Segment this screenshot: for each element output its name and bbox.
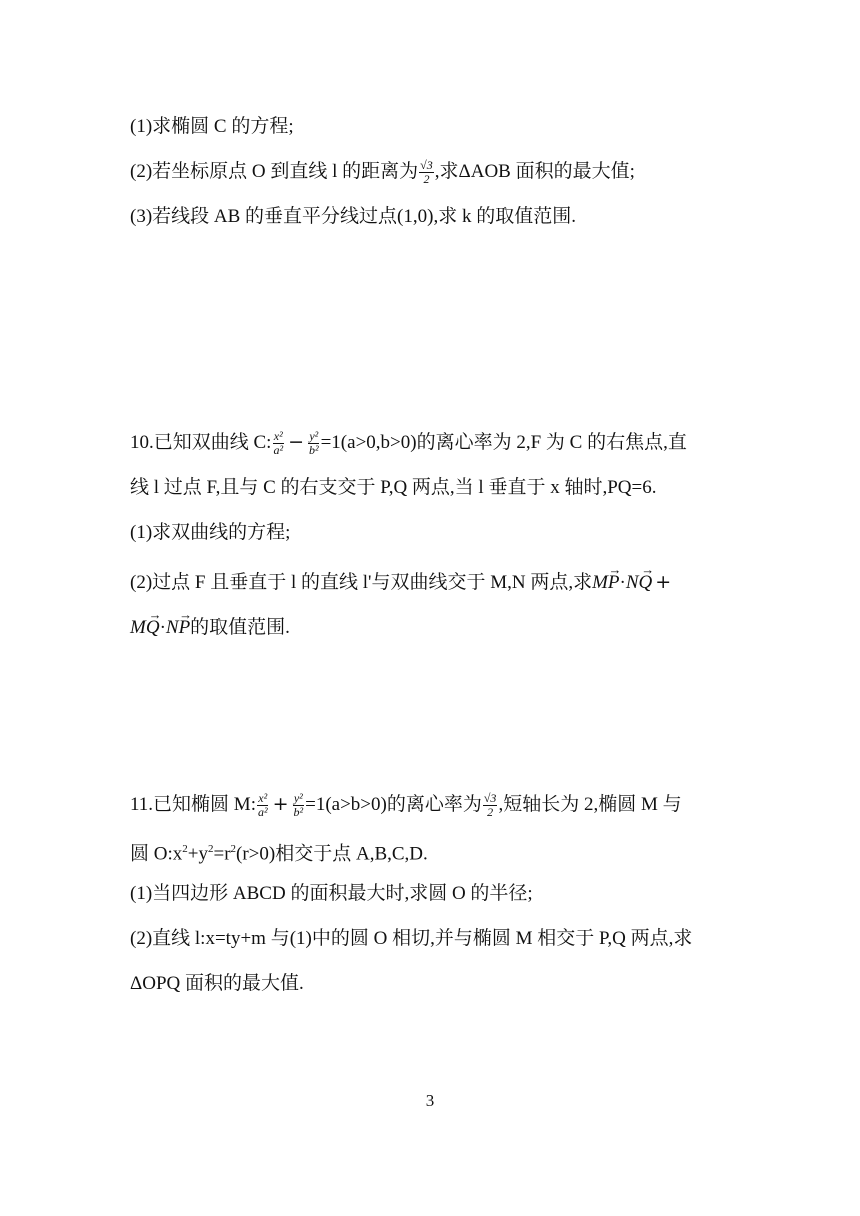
fraction-numerator: y² <box>309 429 319 444</box>
q10-part2-line2 <box>130 610 290 642</box>
fraction-denominator: 2 <box>487 805 494 820</box>
q10-part2-tail: 的取值范围. <box>190 617 290 638</box>
fraction-denominator: b² <box>308 443 319 458</box>
q9-part2-text-a: (2)若坐标原点 O 到直线 l 的距离为 <box>130 161 419 182</box>
q11-circle-text-d: (r>0)相交于点 A,B,C,D. <box>236 843 428 865</box>
plus-sign: + <box>272 793 289 815</box>
q10-part1: (1)求双曲线的方程; <box>130 522 291 543</box>
q10-stem-text-a: 10.已知双曲线 C: <box>130 432 272 453</box>
q11-circle-text-a: 圆 O:x <box>130 843 183 865</box>
q10-part2-text: (2)过点 F 且垂直于 l 的直线 l'与双曲线交于 M,N 两点,求 <box>130 572 593 593</box>
sqrt3-over-2-fraction <box>419 159 434 186</box>
dot-operator: · <box>619 572 626 593</box>
q9-part2 <box>130 158 635 186</box>
exponent: 2 <box>207 843 214 855</box>
fraction-denominator: 2 <box>423 172 430 187</box>
page-number: 3 <box>425 1091 435 1110</box>
fraction-denominator: a² <box>273 443 284 458</box>
q9-part1: (1)求椭圆 C 的方程; <box>130 116 294 137</box>
fraction-numerator: x² <box>273 429 283 444</box>
exponent: 2 <box>230 843 237 855</box>
fraction-numerator: y² <box>293 791 303 806</box>
q11-part2-line2: ΔOPQ 面积的最大值. <box>130 973 304 994</box>
vector-mp: → MP <box>592 565 619 597</box>
q10-stem-line2: 线 l 过点 F,且与 C 的右支交于 P,Q 两点,当 l 垂直于 x 轴时,PQ=6. <box>130 477 657 498</box>
y2-over-b2-fraction <box>293 792 305 819</box>
x2-over-a2-fraction <box>257 792 269 819</box>
q11-circle-text-b: +y <box>187 843 208 865</box>
fraction-numerator: √3 <box>483 791 497 806</box>
exponent: 2 <box>182 843 188 855</box>
dot-operator: · <box>159 617 166 638</box>
q11-stem-line2 <box>130 835 428 868</box>
fraction-denominator: a² <box>257 805 268 820</box>
plus-sign: + <box>655 571 672 593</box>
q11-stem-text-a: 11.已知椭圆 M: <box>130 794 256 815</box>
sqrt3-over-2-fraction <box>483 792 498 819</box>
fraction-denominator: b² <box>293 805 304 820</box>
q9-part2-text-b: ,求ΔAOB 面积的最大值; <box>434 161 635 182</box>
vector-nq: → NQ <box>626 565 652 597</box>
x2-over-a2-fraction <box>272 430 284 457</box>
q11-part1: (1)当四边形 ABCD 的面积最大时,求圆 O 的半径; <box>130 883 533 904</box>
fraction-numerator: x² <box>258 791 268 806</box>
q11-circle-text-c: =r <box>213 843 231 865</box>
q11-stem-line1 <box>130 790 682 819</box>
q10-part2-line1 <box>130 565 674 597</box>
minus-sign: − <box>288 431 304 453</box>
vector-np: → NP <box>166 610 190 642</box>
q11-stem-text-c: ,短轴长为 2,椭圆 M 与 <box>498 794 682 815</box>
q10-stem-line1 <box>130 428 687 457</box>
y2-over-b2-fraction <box>308 430 320 457</box>
q11-stem-text-b: =1(a>b>0)的离心率为 <box>305 794 482 815</box>
q10-stem-text-b: =1(a>0,b>0)的离心率为 2,F 为 C 的右焦点,直 <box>320 432 687 453</box>
q11-part2-line1: (2)直线 l:x=ty+m 与(1)中的圆 O 相切,并与椭圆 M 相交于 P,Q 两点,求 <box>130 928 693 949</box>
vector-mq: → MQ <box>130 610 160 642</box>
q9-part3: (3)若线段 AB 的垂直平分线过点(1,0),求 k 的取值范围. <box>130 206 576 227</box>
fraction-numerator: √3 <box>420 158 433 173</box>
